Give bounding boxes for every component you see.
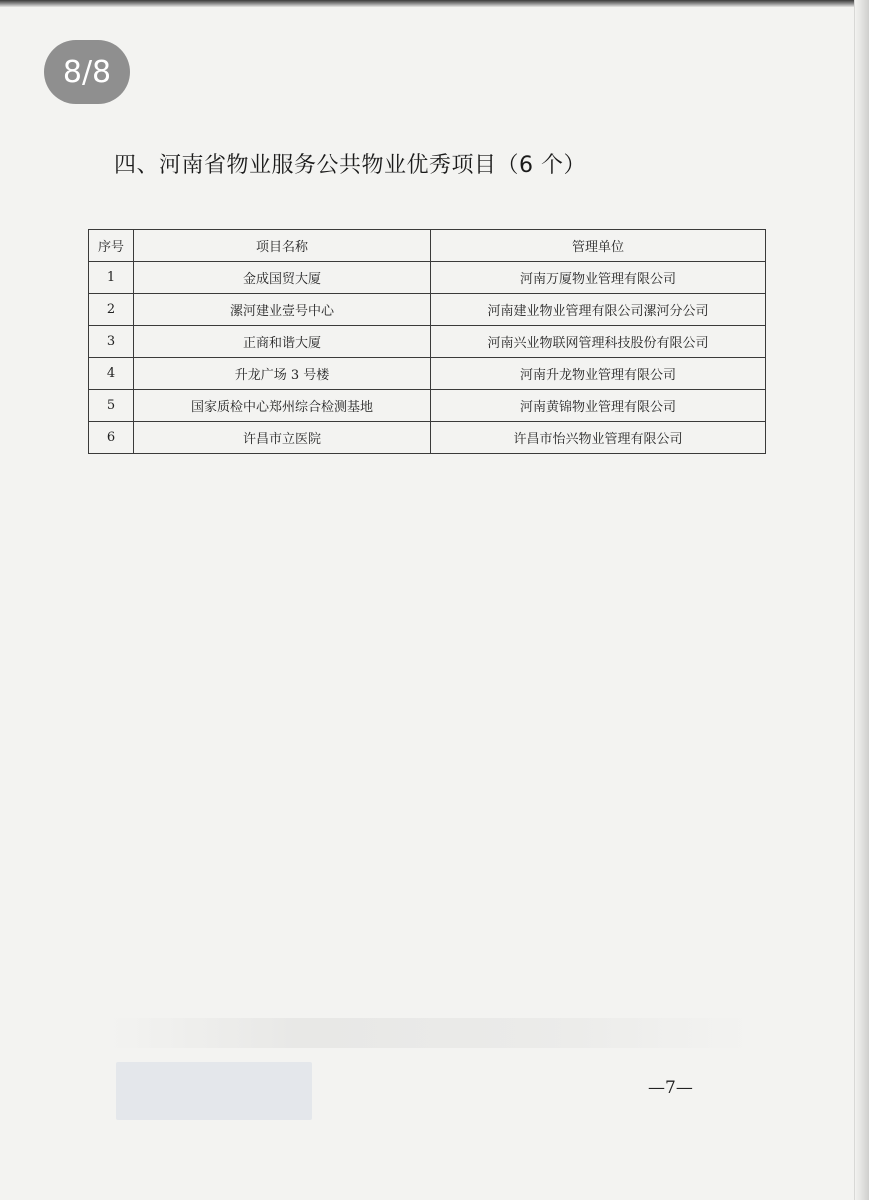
row-management-unit: 河南兴业物联网管理科技股份有限公司 bbox=[431, 326, 766, 358]
table-row bbox=[89, 326, 766, 358]
table-header-row bbox=[89, 230, 766, 262]
table-row bbox=[89, 390, 766, 422]
row-index: 1 bbox=[89, 262, 134, 294]
row-index: 2 bbox=[89, 294, 134, 326]
row-management-unit: 河南升龙物业管理有限公司 bbox=[431, 358, 766, 390]
row-management-unit: 河南万厦物业管理有限公司 bbox=[431, 262, 766, 294]
table-row bbox=[89, 422, 766, 454]
row-project-name: 正商和谐大厦 bbox=[134, 326, 431, 358]
row-index: 5 bbox=[89, 390, 134, 422]
page-indicator-badge: 8/8 bbox=[44, 40, 130, 104]
row-management-unit: 河南建业物业管理有限公司漯河分公司 bbox=[431, 294, 766, 326]
row-project-name: 升龙广场 3 号楼 bbox=[134, 358, 431, 390]
header-management-unit: 管理单位 bbox=[431, 230, 766, 262]
row-project-name: 金成国贸大厦 bbox=[134, 262, 431, 294]
scan-bleed-through bbox=[110, 1018, 750, 1048]
header-project-name: 项目名称 bbox=[134, 230, 431, 262]
table-row bbox=[89, 294, 766, 326]
header-index: 序号 bbox=[89, 230, 134, 262]
row-project-name: 许昌市立医院 bbox=[134, 422, 431, 454]
row-index: 3 bbox=[89, 326, 134, 358]
scan-right-edge bbox=[854, 0, 869, 1200]
row-management-unit: 许昌市怡兴物业管理有限公司 bbox=[431, 422, 766, 454]
row-index: 4 bbox=[89, 358, 134, 390]
section-title: 四、河南省物业服务公共物业优秀项目（6 个） bbox=[114, 153, 586, 178]
row-project-name: 国家质检中心郑州综合检测基地 bbox=[134, 390, 431, 422]
row-project-name: 漯河建业壹号中心 bbox=[134, 294, 431, 326]
projects-table bbox=[88, 229, 766, 454]
row-management-unit: 河南黄锦物业管理有限公司 bbox=[431, 390, 766, 422]
table-row bbox=[89, 358, 766, 390]
row-index: 6 bbox=[89, 422, 134, 454]
faint-stamp-mark bbox=[116, 1062, 312, 1120]
page-number: —7— bbox=[648, 1078, 693, 1098]
table-row bbox=[89, 262, 766, 294]
scan-top-edge bbox=[0, 0, 869, 7]
